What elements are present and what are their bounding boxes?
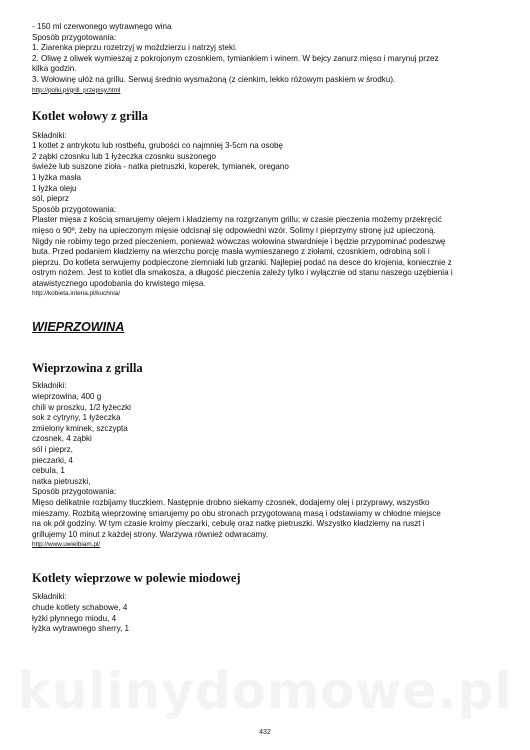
- text-line: Składniki:: [32, 592, 67, 602]
- text-line: 1 łyżka oleju: [32, 183, 77, 193]
- text-line: 2 ząbki czosnku lub 1 łyżeczka czosnku suszonego: [32, 151, 217, 161]
- text-line: atawistycznego upodobania do krwistego mięsa.: [32, 278, 206, 288]
- text-line: 1 łyżka masła: [32, 172, 82, 182]
- text-line: mięso o 90º, żeby na upieczonym mięsie odcisnął się odpowiedni wzór. Solimy i pieprzymy stronę już upieczoną.: [32, 225, 436, 235]
- text-line: łyżki płynnego miodu, 4: [32, 613, 117, 623]
- source-link[interactable]: http://kobieta.interia.pl/kuchnia/: [32, 290, 121, 298]
- text-line: cebula, 1: [32, 466, 65, 476]
- text-line: pieczarki, 4: [32, 455, 73, 465]
- recipe-title-wieprzowina: Wieprzowina z grilla: [32, 361, 143, 376]
- text-line: Nigdy nie robimy tego przed pieczeniem, ponieważ wówczas wołowina stwardnieje i będzie przypominać podeszwę: [32, 236, 446, 246]
- text-line: pieprzu. Do kotleta serwujemy podpieczone ziemniaki lub grzanki. Najlepiej podać na desce do krojenia, koniecznie z: [32, 257, 452, 267]
- text-line: Sposób przygotowania:: [32, 32, 117, 42]
- text-line: chude kotlety schabowe, 4: [32, 602, 128, 612]
- text-line: Sposób przygotowania:: [32, 487, 117, 497]
- ingredients-list: [32, 131, 502, 216]
- watermark: kulinydomowe.pl: [17, 662, 513, 720]
- text-line: Plaster mięsa z kością smarujemy olejem i kładziemy na rozgrzanym grillu; w czasie pieczenia możemy przekręcić: [32, 215, 442, 225]
- text-line: natka pietruszki,: [32, 476, 91, 486]
- text-line: chili w proszku, 1/2 łyżeczki: [32, 402, 131, 412]
- text-line: na ok pół godziny. W tym czasie kroimy pieczarki, cebulę oraz natkę pietruszki. Wszystko kładziemy na ruszt i: [32, 519, 425, 529]
- text-line: 2. Oliwę z oliwek wymieszaj z pokrojonym czosnkiem, tymiankiem i winem. W bejcy zanurz mięso i marynuj przez: [32, 53, 439, 63]
- text-line: sól i pieprz,: [32, 445, 73, 455]
- text-line: sól, pieprz: [32, 194, 69, 204]
- text-line: 1 kotlet z antrykotu lub rostbefu, grubości co najmniej 3-5cm na osobę: [32, 141, 284, 151]
- section-title: WIEPRZOWINA: [32, 320, 125, 335]
- text-line: łyżka wytrawnego sherry, 1: [32, 624, 130, 634]
- text-line: kilka godzin.: [32, 64, 77, 74]
- text-line: czosnek, 4 ząbki: [32, 434, 92, 444]
- text-line: zmielony kminek, szczypta: [32, 423, 128, 433]
- source-link[interactable]: http://polki.pl/grill_przepisy.html: [32, 86, 121, 94]
- preparation-paragraph: [32, 215, 502, 289]
- document-page: [32, 22, 502, 635]
- text-line: sok z cytryny, 1 łyżeczka: [32, 413, 121, 423]
- previous-recipe-continuation: [32, 22, 502, 86]
- text-line: Sposób przygotowania:: [32, 204, 117, 214]
- text-line: Mięso delikatnie rozbijamy tłuczkiem. Następnie drobno siekamy czosnek, dodajemy olej i przyprawy, wszystko: [32, 498, 430, 507]
- ingredients-list: [32, 381, 502, 498]
- text-line: buta. Przed podaniem kładziemy na wierzchu porcję masła wymieszanego z ziołami, czosnkiem, odrobiną soli i: [32, 247, 430, 257]
- preparation-paragraph: [32, 498, 502, 540]
- source-link[interactable]: http://www.uwielbiam.pl/: [32, 541, 101, 549]
- text-line: grillujemy 10 minut z każdej strony. Warzywa również odwracamy.: [32, 529, 268, 539]
- text-line: świeże lub suszone zioła - natka pietruszki, koperek, tymianek, oregano: [32, 162, 289, 172]
- text-line: 1. Ziarenka pieprzu rozetrzyj w moździerzu i natrzyj steki.: [32, 43, 238, 53]
- text-line: - 150 ml czerwonego wytrawnego wina: [32, 22, 172, 31]
- ingredients-list: [32, 592, 502, 634]
- text-line: ostrym nożem. Jest to kotlet dla smakosza, a długość pieczenia zależy tylko i wyłącznie od stanu naszego uzębienia i: [32, 268, 453, 278]
- page-number: 432: [259, 729, 271, 736]
- recipe-title-kotlety-wieprzowe: Kotlety wieprzowe w polewie miodowej: [32, 571, 241, 586]
- recipe-title-kotlet-wolowy: Kotlet wołowy z grilla: [32, 108, 148, 123]
- text-line: Składniki:: [32, 381, 67, 391]
- text-line: Składniki:: [32, 130, 67, 140]
- text-line: 3. Wołowinę ułóż na grillu. Serwuj średnio wysmażoną (z cienkim, lekko różowym paskiem w środku).: [32, 74, 396, 84]
- text-line: mieszamy. Rozbitą wieprzowinę smarujemy po obu stronach przygotowaną masą i odstawiamy w chłodne miejsce: [32, 508, 441, 518]
- text-line: wieprzowina, 400 g: [32, 392, 102, 402]
